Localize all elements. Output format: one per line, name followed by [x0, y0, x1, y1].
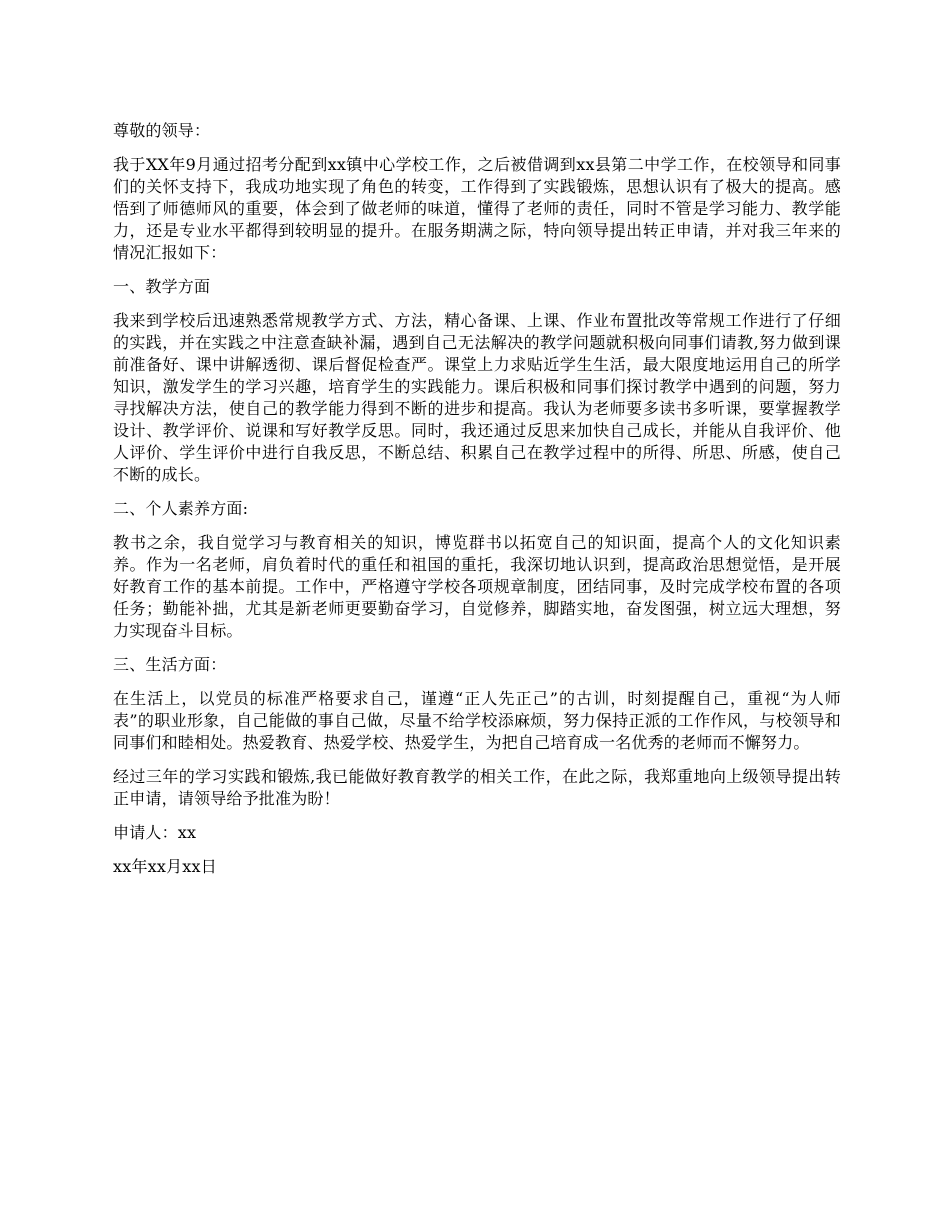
date-line: xx年xx月xx日	[113, 857, 217, 876]
section-body-personal: 教书之余，我自觉学习与教育相关的知识，博览群书以拓宽自己的知识面，提高个人的文化知识素养。作为一名老师，肩负着时代的重任和祖国的重托，我深切地认识到，提高政治思想觉悟，是开展好教育工作的基本前提。工作中，严格遵守学校各项规章制度，团结同事，及时完成学校布置的各项任务；勤能补拙，尤其是新老师更要勤奋学习，自觉修养，脚踏实地，奋发图强，树立远大理想，努力实现奋斗目标。	[113, 533, 841, 640]
document-page	[113, 120, 841, 890]
section-heading-teaching: 一、教学方面	[113, 277, 211, 296]
intro-paragraph: 我于XX年9月通过招考分配到xx镇中心学校工作，之后被借调到xx县第二中学工作，在校领导和同事们的关怀支持下，我成功地实现了角色的转变，工作得到了实践锻炼，思想认识有了极大的提高。感悟到了师德师风的重要，体会到了做老师的味道，懂得了老师的责任，同时不管是学习能力、教学能力，还是专业水平都得到较明显的提升。在服务期满之际，特向领导提出转正申请，并对我三年来的情况汇报如下：	[113, 155, 841, 262]
applicant-signature: 申请人：xx	[113, 823, 197, 842]
section-body-life: 在生活上，以党员的标准严格要求自己，谨遵“正人先正己”的古训，时刻提醒自己，重视“为人师表”的职业形象，自己能做的事自己做，尽量不给学校添麻烦，努力保持正派的工作作风，与校领导和同事们和睦相处。热爱教育、热爱学校、热爱学生，为把自己培育成一名优秀的老师而不懈努力。	[113, 689, 841, 752]
section-heading-personal: 二、个人素养方面:	[113, 499, 249, 518]
salutation: 尊敬的领导：	[113, 121, 211, 140]
closing-paragraph: 经过三年的学习实践和锻炼,我已能做好教育教学的相关工作，在此之际，我郑重地向上级领导提出转正申请，请领导给予批准为盼！	[113, 767, 841, 808]
section-heading-life: 三、生活方面：	[113, 655, 227, 674]
section-body-teaching: 我来到学校后迅速熟悉常规教学方式、方法，精心备课、上课、作业布置批改等常规工作进行了仔细的实践，并在实践之中注意查缺补漏，遇到自己无法解决的教学问题就积极向同事们请教,努力做到课前准备好、课中讲解透彻、课后督促检查严。课堂上力求贴近学生生活，最大限度地运用自己的所学知识，激发学生的学习兴趣，培育学生的实践能力。课后积极和同事们探讨教学中遇到的问题，努力寻找解决方法，使自己的教学能力得到不断的进步和提高。我认为老师要多读书多听课，要掌握教学设计、教学评价、说课和写好教学反思。同时，我还通过反思来加快自己成长，并能从自我评价、他人评价、学生评价中进行自我反思，不断总结、积累自己在教学过程中的所得、所思、所感，使自己不断的成长。	[113, 311, 841, 484]
